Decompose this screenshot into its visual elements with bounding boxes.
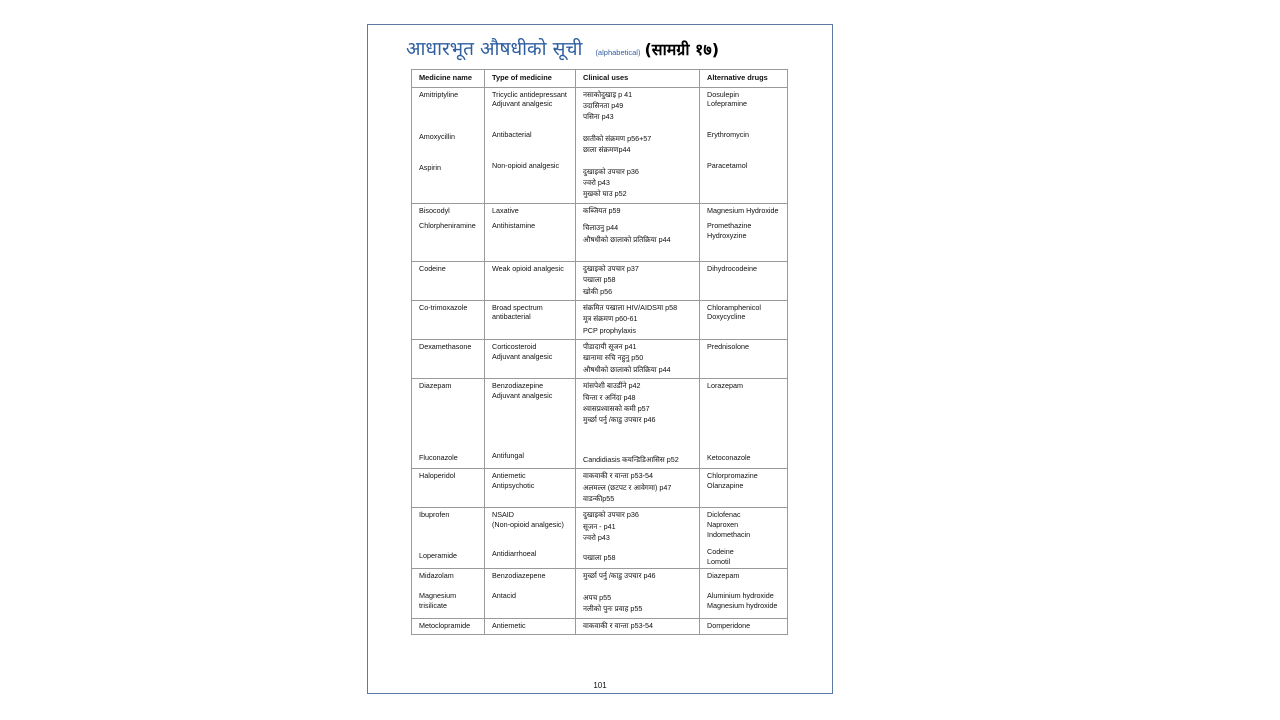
table-row: [412, 203, 788, 261]
medicine-type-text: Tricyclic antidepressant Adjuvant analgesic: [492, 89, 567, 109]
page-subtitle: (alphabetical): [595, 48, 641, 57]
medicine-type-text: Antacid: [492, 590, 516, 600]
medicine-name-text: Diazepam: [419, 381, 452, 391]
medicine-name-text: Ibuprofen: [419, 510, 450, 520]
medicine-type-cell: [485, 261, 576, 300]
alternative-drugs-text: Magnesium Hydroxide: [707, 205, 779, 215]
table-row: [412, 261, 788, 300]
alternative-drugs-text: Diazepam: [707, 571, 740, 581]
clinical-use-text: दुखाइको उपचार p36: [583, 510, 639, 520]
clinical-use-text: पखाला p58: [583, 275, 616, 285]
clinical-use-text: ज्वरो p43: [583, 177, 610, 187]
clinical-use-text: मूत्र संक्रमण p60-61: [583, 314, 638, 324]
medicine-type-text: Antibacterial: [492, 130, 532, 140]
table-row: [412, 340, 788, 379]
medicine-name-text: Chlorpheniramine: [419, 221, 476, 231]
alternative-drugs-text: Chlorpromazine Olanzapine: [707, 471, 758, 490]
page-heading: [406, 35, 719, 61]
medicine-name-cell: [412, 340, 485, 379]
medicine-type-text: Antiemetic: [492, 620, 526, 630]
medicine-type-text: NSAID (Non-opioid analgesic): [492, 510, 564, 529]
medicine-name-cell: [412, 261, 485, 300]
clinical-use-text: पखाला p58: [583, 552, 616, 562]
alternative-drugs-cell: [700, 300, 788, 339]
medicine-name-text: Co-trimoxazole: [419, 302, 468, 312]
alternative-drugs-text: Lorazepam: [707, 381, 743, 391]
clinical-use-text: वाकवाकी र वान्ता p53-54: [583, 620, 653, 630]
clinical-use-text: छातीको संक्रमण p56+57: [583, 133, 652, 143]
page-number: 101: [593, 681, 607, 690]
alternative-drugs-cell: [700, 261, 788, 300]
medicine-type-text: Laxative: [492, 205, 519, 215]
clinical-uses-cell: [576, 618, 700, 634]
clinical-uses-cell: [576, 300, 700, 339]
clinical-use-text: सूजन - p41: [583, 521, 616, 531]
alternative-drugs-text: Erythromycin: [707, 130, 749, 140]
column-header-clinical-uses: Clinical uses: [576, 70, 700, 88]
medicine-name-text: Dexamethasone: [419, 342, 472, 352]
clinical-use-text: Candidiasis कयन्डिडिआसिस p52: [583, 454, 679, 464]
medicine-name-cell: [412, 300, 485, 339]
clinical-uses-cell: [576, 261, 700, 300]
medicine-type-cell: [485, 87, 576, 203]
clinical-use-text: वाकवाकी र वान्ता p53-54: [583, 471, 653, 481]
medicine-type-cell: [485, 508, 576, 569]
medicine-type-text: Weak opioid analgesic: [492, 263, 564, 273]
clinical-use-text: औषधीको छालाको प्रतिक्रिया p44: [583, 364, 671, 374]
clinical-use-text: श्वासप्रश्वासको कमी p57: [583, 404, 650, 414]
table-row: [412, 508, 788, 569]
column-header-medicine-name: Medicine name: [412, 70, 485, 88]
medicine-name-cell: [412, 469, 485, 508]
alternative-drugs-text: Prednisolone: [707, 342, 749, 352]
alternative-drugs-text: Chloramphenicol Doxycycline: [707, 302, 761, 322]
table-body: [412, 87, 788, 634]
alternative-drugs-text: Dosulepin Lofepramine: [707, 89, 747, 109]
document-page: [367, 24, 833, 694]
medicine-name-text: Metoclopramide: [419, 620, 471, 630]
medicine-type-cell: [485, 618, 576, 634]
alternative-drugs-cell: [700, 340, 788, 379]
clinical-uses-cell: [576, 340, 700, 379]
clinical-uses-cell: [576, 569, 700, 618]
column-header-alternative-drugs: Alternative drugs: [700, 70, 788, 88]
medicine-name-cell: [412, 508, 485, 569]
table-row: [412, 469, 788, 508]
medicine-name-text: Bisocodyl: [419, 205, 450, 215]
clinical-use-text: मुखको घाउ p52: [583, 189, 627, 199]
clinical-use-text: दुखाइको उपचार p36: [583, 166, 639, 176]
alternative-drugs-cell: [700, 569, 788, 618]
alternative-drugs-text: Paracetamol: [707, 161, 748, 171]
clinical-use-text: मांसपेशी बाउडींने p42: [583, 381, 641, 391]
medicine-name-text: Aspirin: [419, 162, 441, 172]
clinical-uses-cell: [576, 379, 700, 469]
medicine-type-text: Antifungal: [492, 451, 524, 461]
clinical-use-text: संक्रमित पखाला HIV/AIDSमा p58: [583, 302, 678, 312]
clinical-use-text: नलीको पुनः प्रवाह p55: [583, 604, 643, 614]
alternative-drugs-text: Ketoconazole: [707, 453, 751, 463]
medicine-name-cell: [412, 203, 485, 261]
alternative-drugs-text: Diclofenac Naproxen Indomethacin: [707, 510, 751, 539]
medicine-type-cell: [485, 203, 576, 261]
clinical-use-text: मुर्च्छा पर्नु /काडु उपचार p46: [583, 415, 656, 425]
medicine-type-text: Antihistamine: [492, 221, 536, 231]
table-row: [412, 379, 788, 469]
clinical-use-text: उदासिनता p49: [583, 100, 624, 110]
medicine-type-text: Corticosteroid Adjuvant analgesic: [492, 342, 553, 361]
clinical-use-text: औषधीको छालाको प्रतिक्रिया p44: [583, 234, 671, 244]
alternative-drugs-text: Domperidone: [707, 620, 751, 630]
medicine-type-text: Antidiarrhoeal: [492, 548, 537, 558]
clinical-use-text: नसाकोदुखाइ p 41: [583, 89, 633, 99]
clinical-use-text: पीडादायी सूजन p41: [583, 342, 637, 352]
medicine-type-text: Benzodiazepine Adjuvant analgesic: [492, 381, 553, 400]
medicine-name-cell: [412, 569, 485, 618]
table-row: [412, 618, 788, 634]
table-row: [412, 300, 788, 339]
alternative-drugs-cell: [700, 87, 788, 203]
medicine-name-text: Haloperidol: [419, 471, 456, 481]
medicine-type-text: Benzodiazepene: [492, 571, 546, 581]
clinical-use-text: छाला संक्रमणp44: [583, 145, 631, 155]
medicine-type-cell: [485, 300, 576, 339]
clinical-uses-cell: [576, 203, 700, 261]
medicine-table: [411, 69, 788, 635]
clinical-use-text: पसिना p43: [583, 112, 614, 122]
medicine-name-text: Amitriptyline: [419, 89, 459, 99]
medicine-name-text: Magnesium trisilicate: [419, 590, 457, 610]
medicine-name-text: Amoxycillin: [419, 131, 455, 141]
table-row: [412, 569, 788, 618]
clinical-use-text: मुर्च्छा पर्नु /काडु उपचार p46: [583, 571, 656, 581]
medicine-name-cell: [412, 379, 485, 469]
medicine-type-cell: [485, 569, 576, 618]
alternative-drugs-text: Promethazine Hydroxyzine: [707, 221, 752, 240]
medicine-type-text: Antiemetic Antipsychotic: [492, 471, 535, 490]
page-title: आधारभूत औषधीको सूची: [406, 38, 583, 60]
medicine-name-cell: [412, 87, 485, 203]
clinical-use-text: चिलाउनु p44: [583, 223, 619, 233]
clinical-use-text: PCP prophylaxis: [583, 325, 637, 335]
table-header-row: [412, 70, 788, 88]
medicine-type-cell: [485, 469, 576, 508]
medicine-type-text: Non-opioid analgesic: [492, 161, 560, 171]
clinical-use-text: चिन्ता र अनिंदा p48: [583, 392, 636, 402]
clinical-use-text: खोकी p56: [583, 286, 613, 296]
alternative-drugs-text: Dihydrocodeine: [707, 263, 757, 273]
clinical-use-text: अपच p55: [583, 592, 612, 602]
medicine-type-cell: [485, 340, 576, 379]
medicine-name-text: Midazolam: [419, 571, 454, 581]
medicine-name-text: Codeine: [419, 263, 446, 273]
alternative-drugs-text: Aluminium hydroxide Magnesium hydroxide: [707, 590, 778, 610]
clinical-uses-cell: [576, 87, 700, 203]
alternative-drugs-cell: [700, 203, 788, 261]
alternative-drugs-cell: [700, 618, 788, 634]
clinical-use-text: अलमल्ल (छटपट र आवेगमा) p47: [583, 482, 672, 492]
clinical-use-text: खानामा रुचि नहुनु p50: [583, 353, 644, 363]
alternative-drugs-cell: [700, 508, 788, 569]
alternative-drugs-cell: [700, 379, 788, 469]
medicine-type-cell: [485, 379, 576, 469]
table-row: [412, 87, 788, 203]
material-number: (सामग्री १७): [644, 40, 720, 59]
clinical-uses-cell: [576, 508, 700, 569]
column-header-type-of-medicine: Type of medicine: [485, 70, 576, 88]
clinical-use-text: ज्वरो p43: [583, 533, 610, 543]
clinical-uses-cell: [576, 469, 700, 508]
clinical-use-text: वाडन्कीp55: [583, 493, 615, 503]
medicine-name-text: Loperamide: [419, 550, 457, 560]
medicine-name-cell: [412, 618, 485, 634]
alternative-drugs-cell: [700, 469, 788, 508]
medicine-name-text: Fluconazole: [419, 453, 458, 463]
clinical-use-text: दुखाइको उपचार p37: [583, 263, 639, 273]
alternative-drugs-text: Codeine Lomotil: [707, 547, 734, 566]
clinical-use-text: कब्जियत p59: [583, 205, 621, 215]
medicine-type-text: Broad spectrum antibacterial: [492, 302, 543, 322]
